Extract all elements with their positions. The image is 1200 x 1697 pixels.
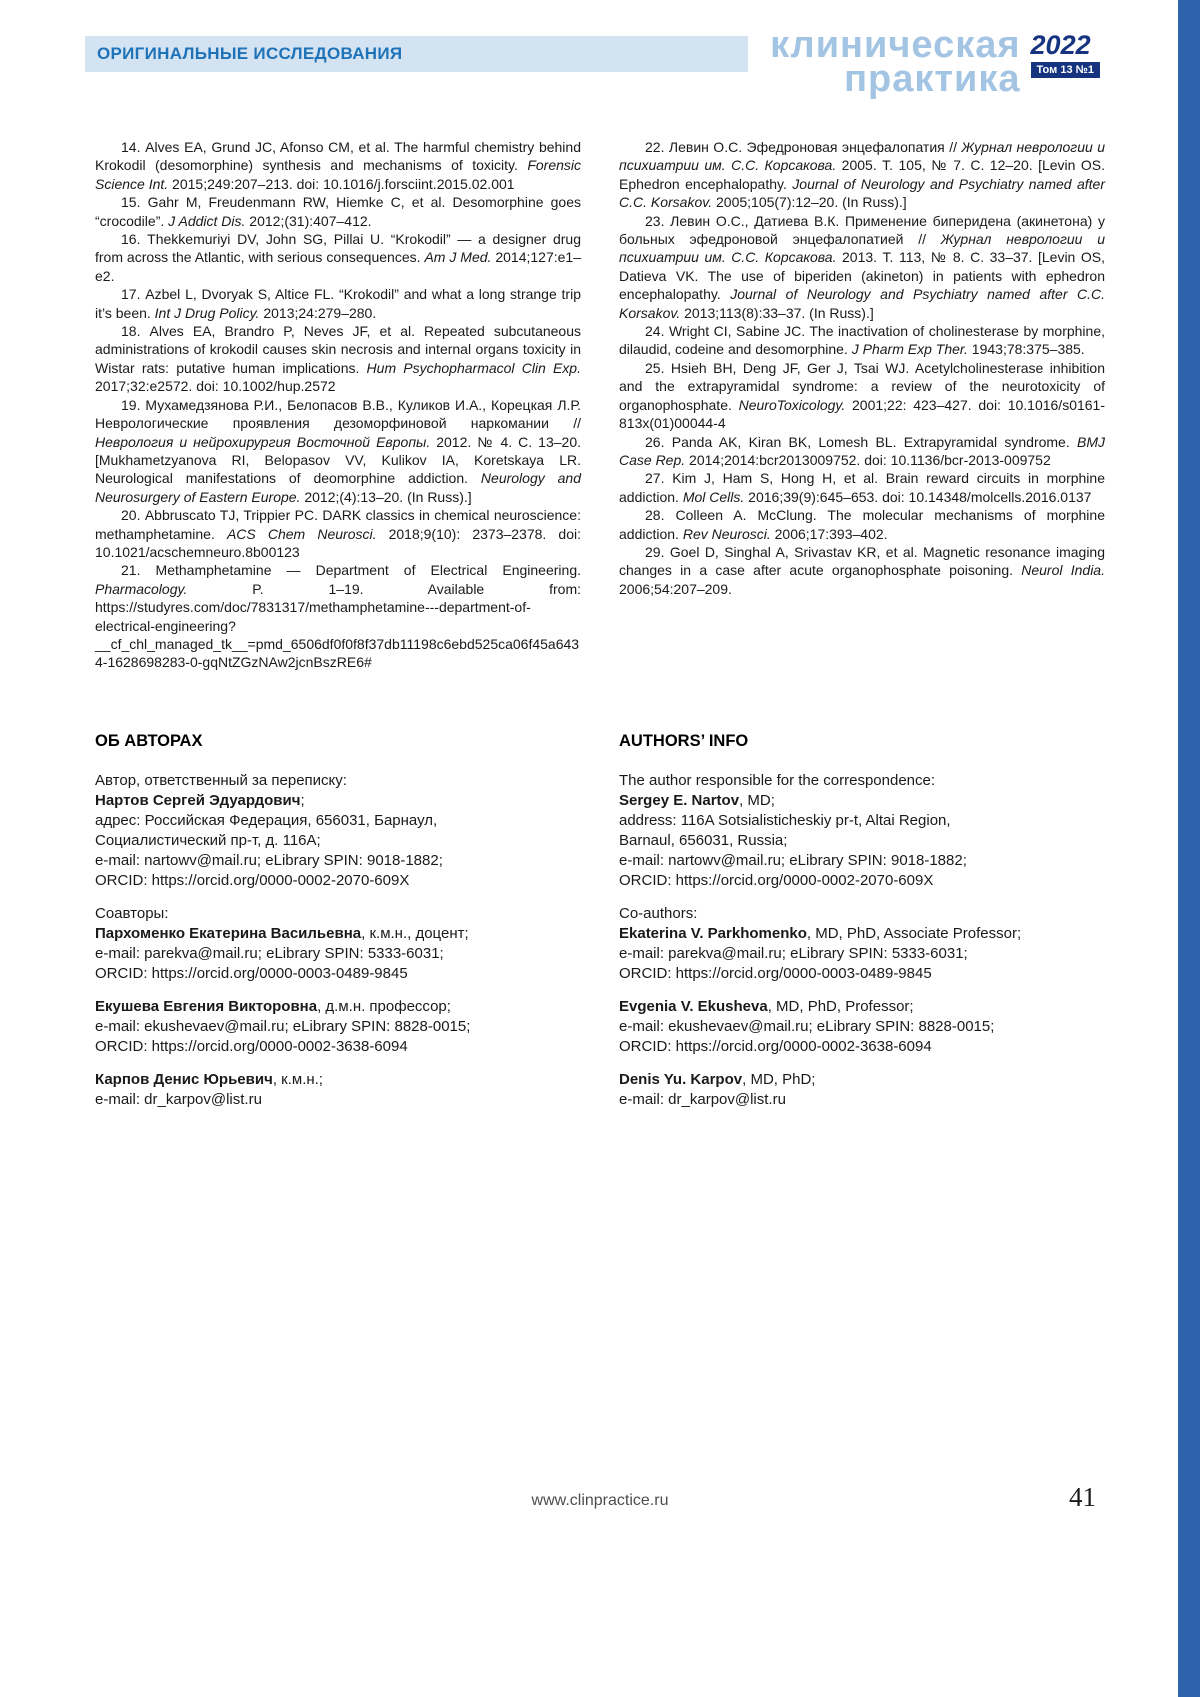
- author-info-block: The author responsible for the correspondence: Sergey E. Nartov, MD; address: 116A Sotsialisticheskiy pr-t, Altai Region, Barnaul, 656031, Russia; e-mail: nartowv@mail.ru; eLibrary SPIN: 9018-1882; ORCID: https://orcid.org/0000-0002-2070-609X: [619, 771, 967, 889]
- reference-item: 20. Abbruscato TJ, Trippier PC. DARK classics in chemical neuroscience: methamphetamine. ACS Chem Neurosci. 2018;9(10): 2373–2378. doi: 10.1021/acschemneuro.8b00123: [95, 507, 581, 560]
- reference-item: 19. Мухамедзянова Р.И., Белопасов В.В., Куликов И.А., Корецкая Л.Р. Неврологические проявления дезоморфиновой наркомании // Неврология и нейрохирургия Восточной Европы. 2012. № 4. С. 13–20. [Mukhametzyanova RI, Belopasov VV, Kulikov IA, Koretskaya LR. Neurological manifestations of deomorphine addiction. Neurology and Neurosurgery of Eastern Europe. 2012;(4):13–20. (In Russ).]: [95, 396, 581, 505]
- authors-blocks-en: [619, 771, 1105, 1110]
- authors-column-ru: [95, 732, 581, 1123]
- logo-issue-info: [1031, 28, 1100, 78]
- author-info-block: Evgenia V. Ekusheva, MD, PhD, Professor; e-mail: ekushevaev@mail.ru; eLibrary SPIN: 8828-0015; ORCID: https://orcid.org/0000-0002-3638-6094: [619, 997, 995, 1055]
- references-column-right: [619, 138, 1105, 672]
- logo-year: 2022: [1030, 30, 1091, 60]
- page-number: 41: [1069, 1482, 1096, 1512]
- journal-url[interactable]: www.clinpractice.ru: [531, 1492, 669, 1509]
- authors-section: [95, 732, 1105, 1123]
- references-section: [95, 138, 1105, 672]
- reference-item: 17. Azbel L, Dvoryak S, Altice FL. “Krokodil” and what a long strange trip it’s been. Int J Drug Policy. 2013;24:279–280.: [95, 286, 581, 321]
- references-column-left: [95, 138, 581, 672]
- reference-item: 28. Colleen A. McClung. The molecular mechanisms of morphine addiction. Rev Neurosci. 2006;17:393–402.: [619, 507, 1105, 542]
- reference-item: 25. Hsieh BH, Deng JF, Ger J, Tsai WJ. Acetylcholinesterase inhibition and the extrapyramidal syndrome: a review of the neurotoxicity of organophosphate. NeuroToxicology. 2001;22: 423–427. doi: 10.1016/s0161-813x(01)00044-4: [619, 359, 1106, 432]
- section-header-band: [85, 36, 748, 72]
- reference-item: 23. Левин О.С., Датиева В.К. Применение биперидена (акинетона) у больных эфедроновой энцефалопатией // Журнал неврологии и психиатрии им. С.С. Корсакова. 2013. Т. 113, № 8. С. 33–37. [Levin OS, Datieva VK. The use of biperiden (akineton) in patients with ephedron encephalopathy. Journal of Neurology and Psychiatry named after C.C. Korsakov. 2013;113(8):33–37. (In Russ).]: [619, 212, 1105, 321]
- section-label: ОРИГИНАЛЬНЫЕ ИССЛЕДОВАНИЯ: [97, 44, 403, 63]
- reference-item: 22. Левин О.С. Эфедроновая энцефалопатия // Журнал неврологии и психиатрии им. С.С. Корсакова. 2005. Т. 105, № 7. С. 12–20. [Levin OS. Ephedron encephalopathy. Journal of Neurology and Psychiatry named after C.C. Korsakov. 2005;105(7):12–20. (In Russ).]: [619, 139, 1106, 211]
- page-content: [95, 138, 1105, 1123]
- author-info-block: Карпов Денис Юрьевич, к.м.н.; e-mail: dr_karpov@list.ru: [95, 1070, 323, 1108]
- reference-item: 26. Panda AK, Kiran BK, Lomesh BL. Extrapyramidal syndrome. BMJ Case Rep. 2014;2014:bcr2013009752. doi: 10.1136/bcr-2013-009752: [619, 433, 1106, 468]
- authors-heading-ru: ОБ АВТОРАХ: [95, 731, 203, 750]
- reference-item: 18. Alves EA, Brandro P, Neves JF, et al. Repeated subcutaneous administrations of krokodil causes skin necrosis and internal organs toxicity in Wistar rats: putative human implications. Hum Psychopharmacol Clin Exp. 2017;32:e2572. doi: 10.1002/hup.2572: [95, 323, 582, 395]
- logo-wordmark-line2: практика: [844, 58, 1021, 100]
- page-header: [85, 24, 1100, 100]
- reference-item: 15. Gahr M, Freudenmann RW, Hiemke C, et al. Desomorphine goes “crocodile”. J Addict Dis. 2012;(31):407–412.: [95, 194, 582, 229]
- authors-blocks-ru: [95, 771, 581, 1110]
- reference-item: 29. Goel D, Singhal A, Srivastav KR, et al. Magnetic resonance imaging changes in a case after acute organophosphate poisoning. Neurol India. 2006;54:207–209.: [619, 543, 1106, 597]
- journal-logo: [770, 24, 1100, 100]
- logo-wordmark: [770, 24, 1021, 100]
- author-info-block: Соавторы: Пархоменко Екатерина Васильевна, к.м.н., доцент; e-mail: parekva@mail.ru; eLibrary SPIN: 5333-6031; ORCID: https://orcid.org/0000-0003-0489-9845: [95, 904, 469, 982]
- reference-item: 27. Kim J, Ham S, Hong H, et al. Brain reward circuits in morphine addiction. Mol Cells. 2016;39(9):645–653. doi: 10.14348/molcells.2016.0137: [619, 470, 1105, 505]
- authors-heading-en: AUTHORS’ INFO: [619, 731, 749, 750]
- author-info-block: Denis Yu. Karpov, MD, PhD; e-mail: dr_karpov@list.ru: [619, 1070, 816, 1108]
- reference-item: 16. Thekkemuriyi DV, John SG, Pillai U. “Krokodil” — a designer drug from across the Atlantic, with serious consequences. Am J Med. 2014;127:e1–e2.: [95, 231, 581, 284]
- author-info-block: Co-authors: Ekaterina V. Parkhomenko, MD, PhD, Associate Professor; e-mail: parekva@mail.ru; eLibrary SPIN: 5333-6031; ORCID: https://orcid.org/0000-0003-0489-9845: [619, 904, 1022, 982]
- authors-column-en: [619, 732, 1105, 1123]
- logo-volume-badge: Том 13 №1: [1031, 62, 1100, 78]
- page-edge-stripe: [1178, 0, 1200, 1697]
- author-info-block: Автор, ответственный за переписку: Нартов Сергей Эдуардович; адрес: Российская Федерация, 656031, Барнаул, Социалистический пр-т, д. 116А; e-mail: nartowv@mail.ru; eLibrary SPIN: 9018-1882; ORCID: https://orcid.org/0000-0002-2070-609X: [95, 771, 443, 889]
- reference-item: 24. Wright CI, Sabine JC. The inactivation of cholinesterase by morphine, dilaudid, codeine and desomorphine. J Pharm Exp Ther. 1943;78:375–385.: [619, 323, 1105, 358]
- reference-item: 21. Methamphetamine — Department of Electrical Engineering. Pharmacology. P. 1–19. Available from: https://studyres.com/doc/7831317/methamphetamine---department-of-electrical-engineering?__cf_chl_managed_tk__=pmd_6506df0f0f8f37db11198c6ebd525ca06f45a6434-1628698283-0-gqNtZGzNAw2jcnBszRE6#: [95, 562, 581, 671]
- logo-wordmark-line1: клиническая: [770, 24, 1021, 66]
- author-info-block: Екушева Евгения Викторовна, д.м.н. профессор; e-mail: ekushevaev@mail.ru; eLibrary SPIN: 8828-0015; ORCID: https://orcid.org/0000-0002-3638-6094: [95, 997, 471, 1055]
- reference-item: 14. Alves EA, Grund JC, Afonso CM, et al. The harmful chemistry behind Krokodil (desomorphine) synthesis and mechanisms of toxicity. Forensic Science Int. 2015;249:207–213. doi: 10.1016/j.forsciint.2015.02.001: [95, 139, 581, 192]
